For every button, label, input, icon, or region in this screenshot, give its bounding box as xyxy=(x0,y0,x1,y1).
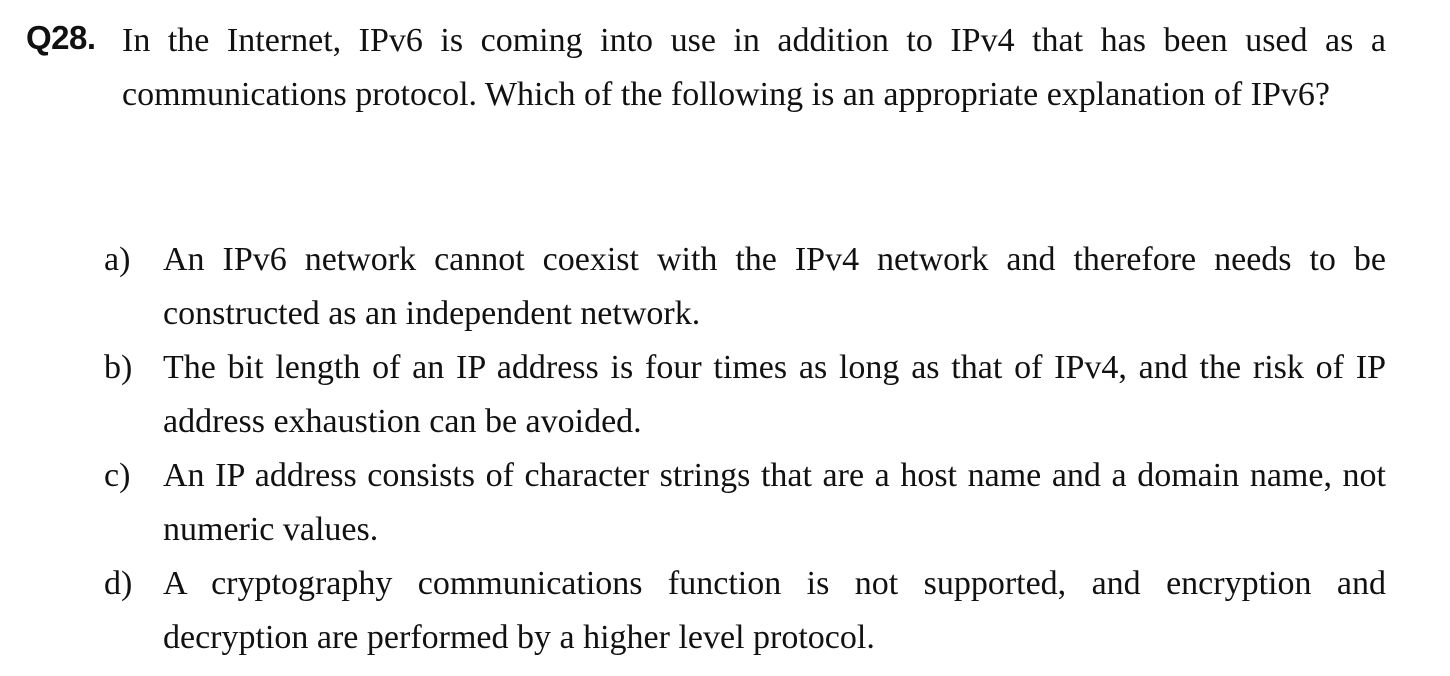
option-label: d) xyxy=(104,565,133,602)
answer-option-d xyxy=(104,557,1386,665)
option-text: An IP address consists of character strings that are a host name and a domain name, not numeric values. xyxy=(163,457,1386,548)
option-text: An IPv6 network cannot coexist with the IPv4 network and therefore needs to be constructed as an independent network. xyxy=(163,241,1386,332)
option-label: c) xyxy=(104,457,131,494)
question-text: In the Internet, IPv6 is coming into use in addition to IPv4 that has been used as a communications protocol. Which of the following is an appropriate explanation of IPv6? xyxy=(122,22,1386,113)
answer-option-b xyxy=(104,341,1386,449)
option-label: a) xyxy=(104,241,131,278)
answer-options-list xyxy=(104,233,1386,665)
answer-option-a xyxy=(104,233,1386,341)
option-text: A cryptography communications function is not supported, and encryption and decryption are performed by a higher level protocol. xyxy=(163,565,1386,656)
option-label: b) xyxy=(104,349,133,386)
answer-option-c xyxy=(104,449,1386,557)
option-text: The bit length of an IP address is four times as long as that of IPv4, and the risk of IP address exhaustion can be avoided. xyxy=(163,349,1386,440)
question-number: Q28. xyxy=(26,19,96,56)
